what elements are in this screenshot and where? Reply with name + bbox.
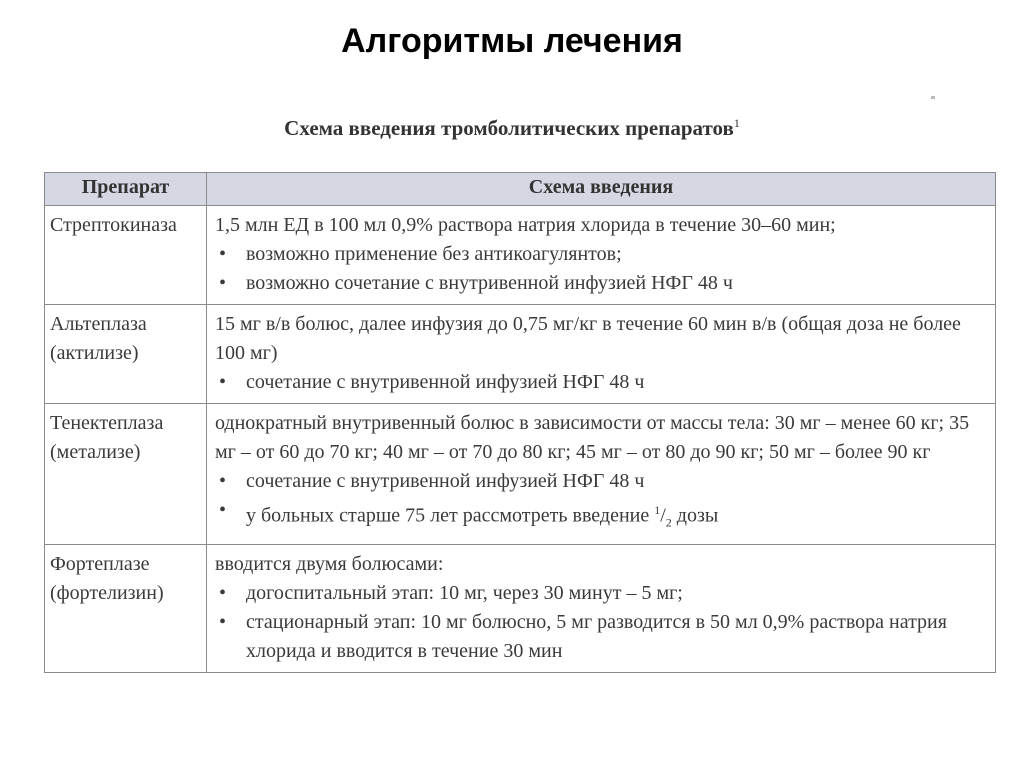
scheme-bullets bbox=[215, 240, 987, 298]
scheme-cell bbox=[207, 206, 996, 305]
header-drug: Препарат bbox=[45, 173, 207, 206]
table-caption-text: Схема введения тромболитических препаратов bbox=[284, 116, 734, 140]
drug-name: Стрептокиназа bbox=[45, 206, 207, 305]
scheme-bullet: • сочетание с внутривенной инфузией НФГ 48 ч bbox=[215, 467, 987, 496]
scheme-bullet: • стационарный этап: 10 мг болюсно, 5 мг разводится в 50 мл 0,9% раствора натрия хлорида и вводится в течение 30 мин bbox=[215, 608, 987, 666]
fraction-after: дозы bbox=[676, 504, 719, 527]
scheme-text: однократный внутривенный болюс в зависимости от массы тела: 30 мг – менее 60 кг; 35 мг – от 60 до 70 кг; 40 мг – от 70 до 80 кг; 45 мг – от 80 до 90 кг; 50 мг – более 90 кг bbox=[215, 412, 970, 463]
scheme-bullet: • возможно сочетание с внутривенной инфузией НФГ 48 ч bbox=[215, 269, 987, 298]
scheme-bullet-fraction: • у больных старше 75 лет рассмотреть введение $^1/_2$ дозы bbox=[215, 496, 987, 538]
scheme-text: 1,5 млн ЕД в 100 мл 0,9% раствора натрия хлорида в течение 30–60 мин; bbox=[215, 214, 836, 236]
fraction-denominator: 2 bbox=[665, 515, 672, 530]
scheme-bullets bbox=[215, 579, 987, 666]
scheme-cell bbox=[207, 544, 996, 672]
scheme-bullet: • возможно применение без антикоагулянтов; bbox=[215, 240, 987, 269]
scheme-bullet: • догоспитальный этап: 10 мг, через 30 минут – 5 мг; bbox=[215, 579, 987, 608]
table-row bbox=[45, 305, 996, 404]
fraction-before: у больных старше 75 лет рассмотреть введение bbox=[246, 504, 650, 527]
table-caption-footnote: 1 bbox=[733, 116, 740, 130]
table-header-row bbox=[45, 173, 996, 206]
table-row bbox=[45, 206, 996, 305]
scheme-text: вводится двумя болюсами: bbox=[215, 552, 444, 575]
scheme-bullets bbox=[215, 368, 987, 397]
table-row bbox=[45, 544, 996, 672]
drug-name: Альтеплаза (актилизе) bbox=[45, 305, 207, 404]
drug-name: Тенектеплаза (метализе) bbox=[45, 404, 207, 545]
scheme-cell bbox=[207, 305, 996, 404]
scheme-bullets bbox=[215, 467, 987, 538]
header-scheme: Схема введения bbox=[207, 173, 996, 206]
drug-name: Фортеплазе (фортелизин) bbox=[45, 544, 207, 672]
scheme-cell bbox=[207, 404, 996, 545]
table-row bbox=[45, 404, 996, 545]
scheme-text: 15 мг в/в болюс, далее инфузия до 0,75 мг/кг в течение 60 мин в/в (общая доза не более 100 мг) bbox=[215, 313, 961, 364]
fraction-numerator: 1 bbox=[654, 503, 661, 517]
thrombolytics-table bbox=[44, 172, 996, 673]
scheme-bullet: • сочетание с внутривенной инфузией НФГ 48 ч bbox=[215, 368, 987, 397]
decorative-dot bbox=[931, 96, 935, 99]
table-caption bbox=[0, 116, 1024, 141]
slide-title: Алгоритмы лечения bbox=[341, 22, 683, 60]
